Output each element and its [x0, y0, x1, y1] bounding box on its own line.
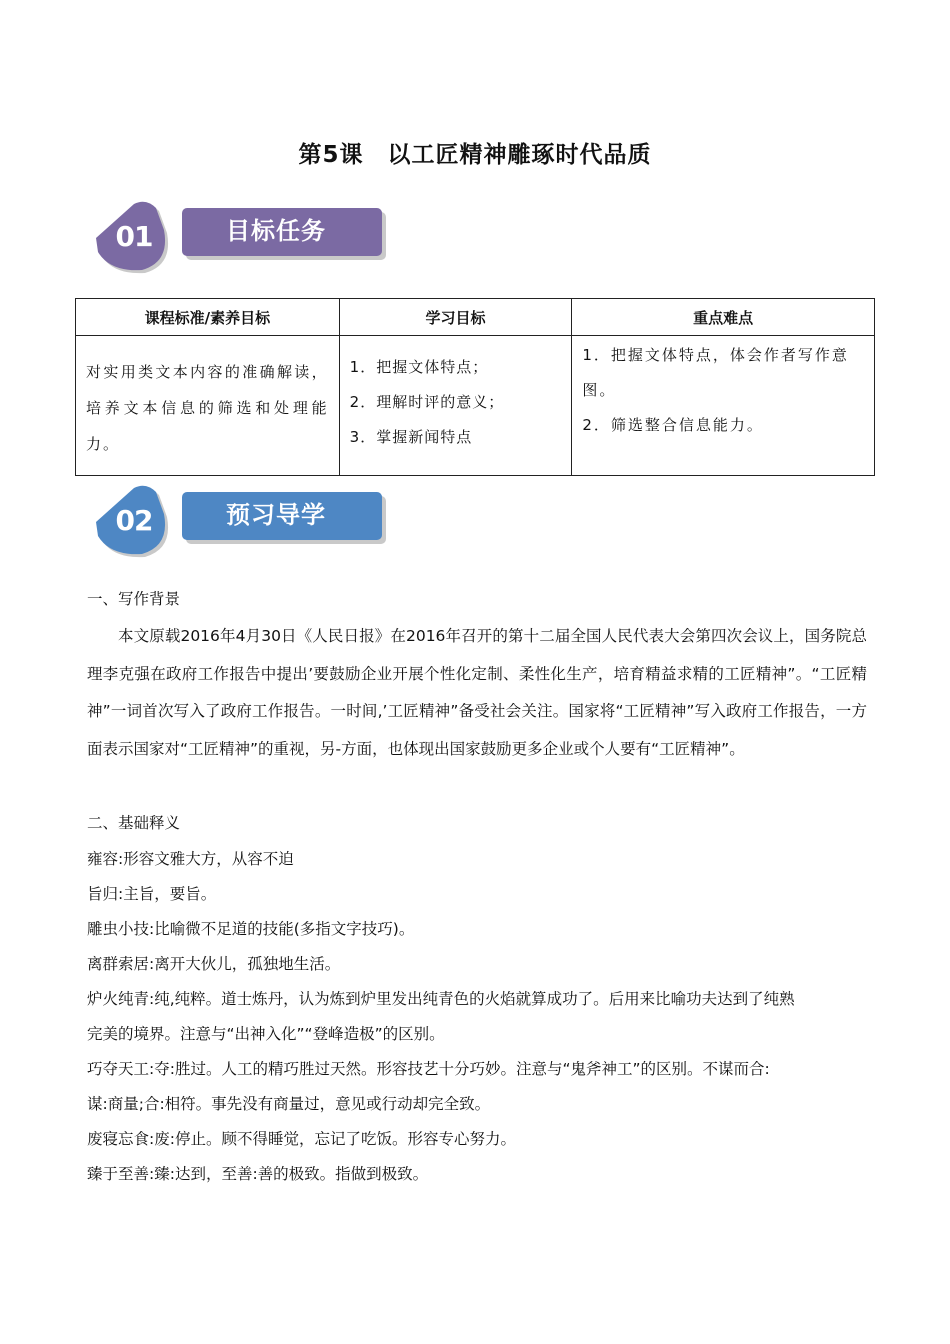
standard-text: 对实用类文本内容的准确解读，培养文本信息的筛选和处理能力。	[86, 363, 329, 453]
section-label: 目标任务	[226, 217, 326, 245]
section-number: 01	[115, 220, 153, 253]
list-item: 1．把握文体特点，体会作者写作意图。	[582, 346, 849, 399]
list-item: 完美的境界。注意与“出神入化”“登峰造极”的区别。	[87, 1025, 445, 1043]
table-header-row	[76, 299, 875, 336]
list-item: 1．把握文体特点；	[349, 358, 489, 376]
list-item: 臻于至善:臻:达到，至善:善的极致。指做到极致。	[87, 1165, 429, 1183]
page-title: 第5课 以工匠精神雕琢时代品质	[298, 142, 652, 168]
table-header-cell: 学习目标	[339, 299, 572, 336]
table-header-cell: 重点难点	[572, 299, 875, 336]
section-header-preview	[90, 484, 400, 564]
key-points-list	[582, 338, 864, 443]
goals-table	[75, 298, 875, 476]
list-item: 雕虫小技:比喻微不足道的技能(多指文字技巧)。	[87, 920, 415, 938]
list-item: 炉火纯青:纯,纯粹。道士炼丹，认为炼到炉里发出纯青色的火焰就算成功了。后用来比喻功夫达到了纯熟	[87, 990, 795, 1008]
vocab-heading: 二、基础释义	[87, 814, 181, 832]
table-cell-key-points	[572, 336, 875, 476]
section-header-goals	[90, 200, 400, 280]
objectives-list	[350, 350, 562, 455]
section-label: 预习导学	[226, 501, 326, 529]
document-body	[87, 584, 867, 1192]
list-item: 离群索居:离开大伙儿，孤独地生活。	[87, 955, 341, 973]
section-number: 02	[115, 504, 153, 537]
table-header-cell: 课程标准/素养目标	[76, 299, 340, 336]
list-item: 旨归:主旨，要旨。	[87, 885, 217, 903]
list-item: 废寝忘食:废:停止。顾不得睡觉，忘记了吃饭。形容专心努力。	[87, 1130, 516, 1148]
background-paragraph: 本文原载2016年4月30日《人民日报》在2016年召开的第十二届全国人民代表大会第四次会议上，国务院总理李克强在政府工作报告中提出’要鼓励企业开展个性化定制、柔性化生产，培育精益求精的工匠精神”。“工匠精神”一词首次写入了政府工作报告。一时间,’工匠精神”备受社会关注。国家将“工匠精神”写入政府工作报告，一方面表示国家对“工匠精神”的重视，另-方面，也体现出国家鼓励更多企业或个人要有“工匠精神”。	[87, 627, 867, 758]
vocab-list	[87, 842, 867, 1192]
background-heading: 一、写作背景	[87, 590, 181, 608]
list-item: 巧夺天工:夺:胜过。人工的精巧胜过天然。形容技艺十分巧妙。注意与“鬼斧神工”的区别。不谋而合:	[87, 1060, 770, 1078]
list-item: 3．掌握新闻特点	[349, 428, 473, 446]
list-item: 2．理解时评的意义；	[349, 393, 505, 411]
table-row	[76, 336, 875, 476]
table-cell-objectives	[339, 336, 572, 476]
list-item: 2．筛选整合信息能力。	[582, 416, 764, 434]
list-item: 谋:商量;合:相符。事先没有商量过，意见或行动却完全致。	[87, 1095, 491, 1113]
list-item: 雍容:形容文雅大方，从容不迫	[87, 850, 294, 868]
table-cell-standard	[76, 336, 340, 476]
